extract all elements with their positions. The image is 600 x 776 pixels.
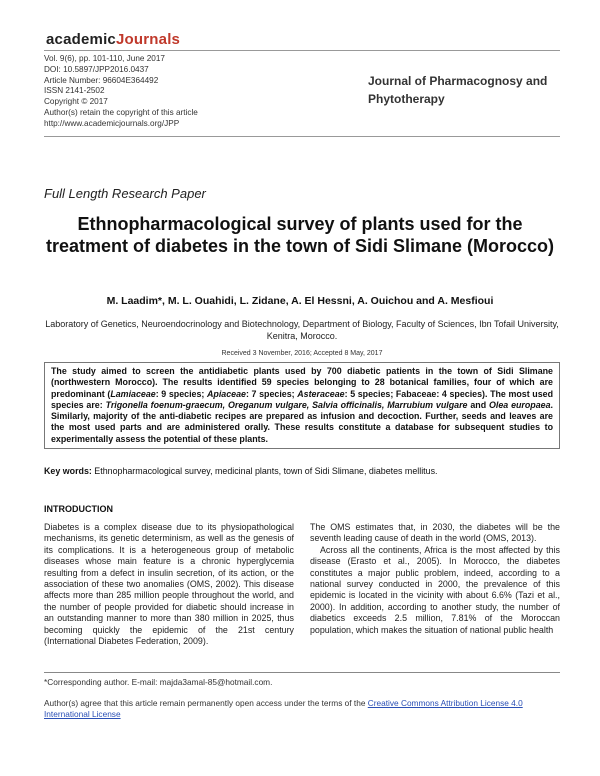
meta-issn: ISSN 2141-2502 xyxy=(44,86,105,96)
abstract-text: The study aimed to screen the antidiabetic plants used by 700 diabetic patients in the town of Sidi Slimane (northwestern Morocco). The results identified 59 species belonging to 28 botanical families, four of which are predominant ( xyxy=(51,366,553,399)
abstract-text: : 7 species; xyxy=(245,388,298,399)
abstract-species: Olea europaea xyxy=(488,399,551,410)
paragraph: The OMS estimates that, in 2030, the diabetes will be the seventh leading cause of death in the world (OMS, 2013). xyxy=(310,522,560,544)
meta-url[interactable]: http://www.academicjournals.org/JPP xyxy=(44,118,180,128)
page-footer xyxy=(44,672,560,720)
article-metadata xyxy=(44,54,344,130)
meta-volume: Vol. 9(6), pp. 101-110, June 2017 xyxy=(44,54,165,63)
journal-name xyxy=(368,72,568,108)
abstract-text: and xyxy=(467,399,489,410)
header-bottom-divider xyxy=(44,136,560,137)
article-authors: M. Laadim*, M. L. Ouahidi, L. Zidane, A. El Hessni, A. Ouichou and A. Mesfioui xyxy=(106,295,494,307)
journal-name-line1: Journal of Pharmacognosy and xyxy=(368,74,548,88)
meta-article-number: Article Number: 96604E364492 xyxy=(44,75,159,85)
body-column-right xyxy=(310,522,560,636)
paragraph: Diabetes is a complex disease due to its physiopathological mechanisms, its genetic determinism, as well as the genesis of its complications. It is a heterogeneous group of metabolic diseases whose main feature is a chronic hyperglycemia resulting from a defect in insulin secretion, of its action, or the association of these two anomalies (OMS, 2002). This disease affects more than 285 million people throughout the world, and the number of people provided for diabetic should increase in an outstanding manner to more than 380 million in 2025, thus becoming quickly the epidemic of the 21st century (International Diabetes Federation, 2009). xyxy=(44,522,294,647)
abstract-text: : 5 species; Fabaceae: 4 species). The most used species are: xyxy=(51,388,554,410)
meta-doi: DOI: 10.5897/JPP2016.0437 xyxy=(44,64,149,74)
abstract-text: : 9 species; xyxy=(155,388,207,399)
article-type: Full Length Research Paper xyxy=(44,186,206,201)
section-heading-introduction: INTRODUCTION xyxy=(44,504,113,514)
paragraph: Across all the continents, Africa is the most affected by this disease (Erasto et al., 2005). In Morocco, the diabetes constitutes a major public problem, indeed, according to a national survey conducted in 2000, the prevalence of this epidemic is located in the vicinity with about 6.6% (Tazi et al., 2000). In addition, according to another study, the number of diabetics exceeds 2.5 million, 7.81% of the Moroccan population, which makes the situation of national public health xyxy=(310,544,560,635)
abstract-text: . Similarly, majority of the anti-diabetic recipes are prepared as infusion and decoction. Further, seeds and leaves are the most used parts and are administered orally. These results constitute a database for subsequent studies to experimentally assess the potential of these plants. xyxy=(51,399,554,444)
logo-part1: academic xyxy=(46,31,116,48)
received-dates: Received 3 November, 2016; Accepted 8 May, 2017 xyxy=(221,350,383,357)
license-text: Author(s) agree that this article remain permanently open access under the terms of the xyxy=(44,698,368,708)
abstract-family: Asteraceae xyxy=(297,388,345,399)
article-title: Ethnopharmacological survey of plants used for the treatment of diabetes in the town of Sidi Slimane (Morocco) xyxy=(45,214,555,256)
abstract-box xyxy=(44,362,560,449)
publisher-logo xyxy=(46,31,180,48)
body-column-left xyxy=(44,522,294,647)
abstract-species: Trigonella foenum-graecum, Oreganum vulgare, Salvia officinalis, Marrubium vulgare xyxy=(105,399,468,410)
logo-part2: Journals xyxy=(115,31,181,48)
abstract-family: Lamiaceae xyxy=(110,388,156,399)
meta-rights: Author(s) retain the copyright of this article xyxy=(44,107,198,117)
meta-copyright: Copyright © 2017 xyxy=(44,97,108,107)
article-affiliation: Laboratory of Genetics, Neuroendocrinology and Biotechnology, Department of Biology, Faculty of Sciences, Ibn Tofail University, Kenitra, Morocco. xyxy=(45,319,559,341)
license-statement xyxy=(44,698,560,720)
keywords xyxy=(44,466,560,476)
keywords-text: Ethnopharmacological survey, medicinal plants, town of Sidi Slimane, diabetes mellitus. xyxy=(91,466,438,476)
corresponding-author: *Corresponding author. E-mail: majda3amal-85@hotmail.com. xyxy=(44,677,273,687)
header-divider xyxy=(44,50,560,51)
journal-name-line2: Phytotherapy xyxy=(368,92,445,106)
license-link[interactable]: Creative Commons Attribution License 4.0 International License xyxy=(44,698,523,719)
keywords-label: Key words: xyxy=(44,466,92,476)
abstract-family: Apiaceae xyxy=(207,388,246,399)
